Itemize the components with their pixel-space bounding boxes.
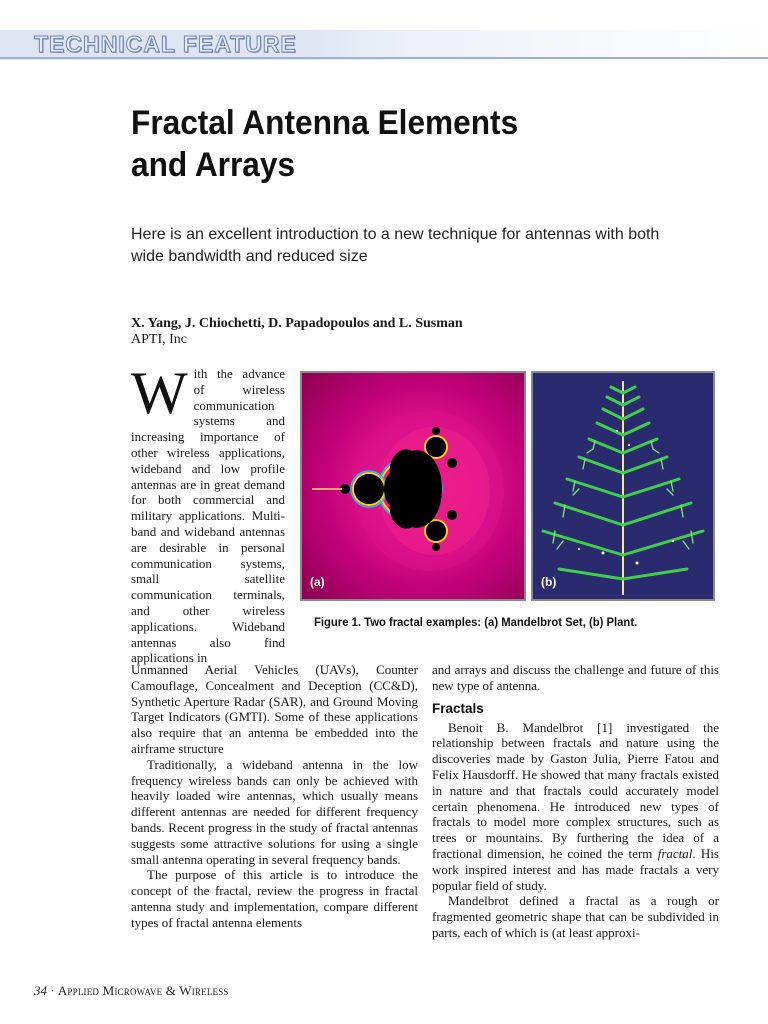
figure-plant-panel (533, 373, 713, 599)
section-tag: TECHNICAL FEATURE (34, 31, 297, 57)
mandelbrot-image (302, 373, 524, 599)
article-subtitle: Here is an excellent introduction to a new technique for antennas with both wide bandwidth and reduced size (131, 226, 660, 265)
intro-paragraph-1-top: ith the advance of wireless communication systems and increasing importance of other wireless applications, wideband and low profile antennas are in great demand for both commercial and military applications. Multi-band and wideband antennas are desirable in personal communication systems, small satellite communication terminals, and other wireless applications. Wideband antennas also find applications in (131, 366, 285, 666)
intro-paragraph-3: The purpose of this article is to introduce the concept of the fractal, review the progress in fractal antenna study and implementation, compare different types of fractal antenna elements (131, 867, 418, 930)
fractals-paragraph-2: Mandelbrot defined a fractal as a rough or fragmented geometric shape that can be subdivided in parts, each of which is (at least approxi- (432, 893, 719, 940)
fractals-paragraph-1: Benoit B. Mandelbrot [1] investigated the relationship between fractals and nature using the discoveries made by Gaston Julia, Pierre Fatou and Felix Hausdorff. He showed that many fractals existed in nature and that fractals could accurately model certain phenomena. He introduced new types of fractals to model more complex structures, such as trees or mountains. By furthering the idea of a fractional dimension, he coined the term fractal. His work inspired interest and has made fractals a very popular field of study. (432, 719, 719, 893)
footer-separator: · (50, 983, 55, 998)
right-column (432, 662, 719, 941)
figure-mandelbrot-panel (302, 373, 524, 599)
title-line-1: Fractal Antenna Elements (131, 104, 519, 142)
intro-paragraph-2: Traditionally, a wideband antenna in the low frequency wireless bands can only be achieved with heavily loaded wire antennas, which usually means different antennas are needed for different frequency bands. Recent progress in the study of fractal antennas suggests some attractive solutions for using a single small antenna operating in several frequency bands. (131, 756, 418, 867)
intro-column-top (131, 360, 285, 666)
author-affiliation: APTI, Inc (131, 332, 187, 347)
page-number: 34 (34, 983, 47, 998)
article-title (131, 102, 652, 186)
intro-paragraph-1-bottom: Unmanned Aerial Vehicles (UAVs), Counter Camouflage, Concealment and Deception (CC&D), Synthetic Aperture Radar (SAR), and Ground Moving Target Indicators (GMTI). Some of these applications also require that an antenna be embedded into the airframe structure (131, 662, 418, 756)
term-fractal: fractal (657, 845, 693, 861)
left-column (131, 662, 418, 931)
drop-cap: W (131, 360, 188, 426)
section-heading-fractals: Fractals (432, 700, 484, 716)
author-list: X. Yang, J. Chiochetti, D. Papadopoulos and L. Susman (131, 316, 463, 331)
intro-paragraph-3-continued: and arrays and discuss the challenge and future of this new type of antenna. (432, 662, 719, 693)
title-line-2: and Arrays (131, 146, 296, 184)
plant-image (533, 373, 713, 599)
figure-label-a: (a) (310, 575, 325, 589)
figure-label-b: (b) (541, 575, 557, 589)
figure-caption: Figure 1. Two fractal examples: (a) Mandelbrot Set, (b) Plant. (314, 615, 638, 629)
page-footer (34, 983, 229, 999)
publication-name: Applied Microwave & Wireless (57, 983, 229, 998)
